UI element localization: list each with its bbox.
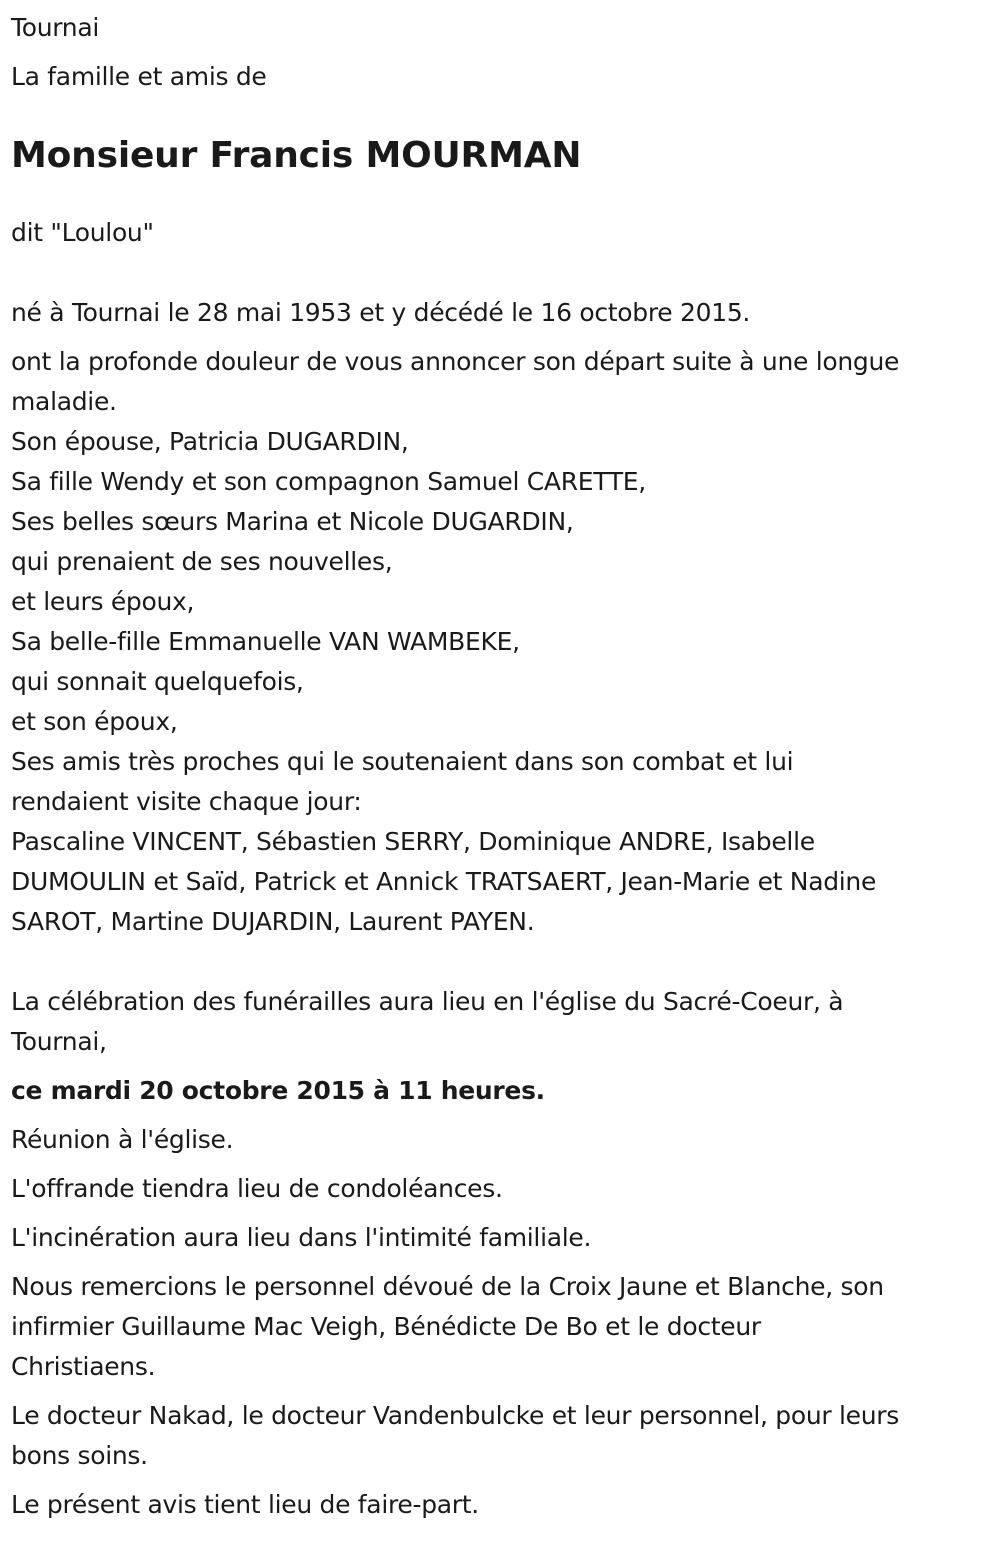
announcement-line: qui prenaient de ses nouvelles, [11, 547, 393, 576]
city-label: Tournai [11, 13, 100, 42]
intro-text: La famille et amis de [11, 62, 267, 91]
announcement-block [11, 342, 985, 942]
closing-text: Le présent avis tient lieu de faire-part. [11, 1490, 479, 1519]
thanks-line: bons soins. [11, 1441, 148, 1470]
ceremony-datetime: ce mardi 20 octobre 2015 à 11 heures. [11, 1076, 545, 1105]
announcement-line: Sa belle-fille Emmanuelle VAN WAMBEKE, [11, 627, 520, 656]
ceremony-location [11, 982, 985, 1062]
announcement-line: Pascaline VINCENT, Sébastien SERRY, Dominique ANDRE, Isabelle [11, 827, 815, 856]
announcement-line: Ses amis très proches qui le soutenaient dans son combat et lui [11, 747, 794, 776]
thanks-line: Christiaens. [11, 1352, 156, 1381]
cremation-text: L'incinération aura lieu dans l'intimité familiale. [11, 1223, 592, 1252]
thanks-paragraph-2 [11, 1396, 985, 1476]
announcement-line: Son épouse, Patricia DUGARDIN, [11, 427, 409, 456]
announcement-line: maladie. [11, 387, 117, 416]
thanks-line: Le docteur Nakad, le docteur Vandenbulcke et leur personnel, pour leurs [11, 1401, 899, 1430]
announcement-line: Ses belles sœurs Marina et Nicole DUGARDIN, [11, 507, 574, 536]
meeting-text: Réunion à l'église. [11, 1125, 234, 1154]
announcement-line: DUMOULIN et Saïd, Patrick et Annick TRATSAERT, Jean-Marie et Nadine [11, 867, 877, 896]
deceased-name: Monsieur Francis MOURMAN [11, 135, 582, 176]
announcement-line: rendaient visite chaque jour: [11, 787, 362, 816]
birth-death-text: né à Tournai le 28 mai 1953 et y décédé le 16 octobre 2015. [11, 298, 751, 327]
announcement-line: et son époux, [11, 707, 178, 736]
announcement-line: qui sonnait quelquefois, [11, 667, 304, 696]
announcement-line: Sa fille Wendy et son compagnon Samuel CARETTE, [11, 467, 646, 496]
offering-text: L'offrande tiendra lieu de condoléances. [11, 1174, 503, 1203]
ceremony-location-line: La célébration des funérailles aura lieu en l'église du Sacré-Coeur, à [11, 987, 844, 1016]
thanks-line: infirmier Guillaume Mac Veigh, Bénédicte De Bo et le docteur [11, 1312, 761, 1341]
announcement-line: ont la profonde douleur de vous annoncer son départ suite à une longue [11, 347, 900, 376]
ceremony-location-line: Tournai, [11, 1027, 107, 1056]
announcement-line: SAROT, Martine DUJARDIN, Laurent PAYEN. [11, 907, 535, 936]
thanks-paragraph-1 [11, 1267, 985, 1387]
nickname-text: dit "Loulou" [11, 218, 154, 247]
announcement-line: et leurs époux, [11, 587, 195, 616]
thanks-line: Nous remercions le personnel dévoué de la Croix Jaune et Blanche, son [11, 1272, 884, 1301]
